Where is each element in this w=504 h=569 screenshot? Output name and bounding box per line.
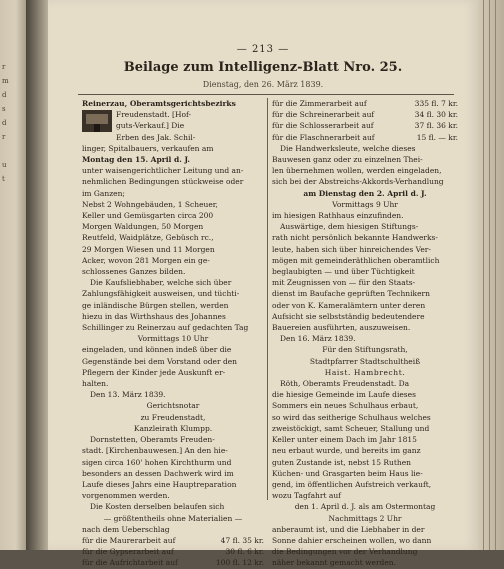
text-line: besonders an dessen Dachwerk wird im <box>82 468 234 478</box>
page-number: — 213 — <box>236 44 290 55</box>
text-line: Für den Stiftungsrath, <box>322 345 408 355</box>
price-row <box>82 535 264 546</box>
text-line: sigen circa 160' hohen Kirchthurm und <box>82 457 232 467</box>
text-line: Sommers ein neues Schulhaus erbaut, <box>272 401 419 411</box>
price-label: für die Aufrichtarbeit auf <box>82 558 178 568</box>
text-line: anberaumt ist, und die Liebhaber in der <box>272 524 425 534</box>
text-line: Vormittags 9 Uhr <box>332 199 398 209</box>
text-line: Gegenstände bei dem Vorstand oder den <box>82 356 238 366</box>
text-line: Die Kaufsliebhaber, welche sich über <box>90 278 232 288</box>
text-line: die Bedingungen vor der Verhandlung <box>272 547 418 557</box>
text-line: am Dienstag den 2. April d. J. <box>303 188 427 198</box>
text-line: Nebst 2 Wohngebäuden, 1 Scheuer, <box>82 199 218 209</box>
price-label: für die Schlosserarbeit auf <box>272 121 374 131</box>
text-line: Kanzleirath Klumpp. <box>133 423 213 433</box>
text-line: 29 Morgen Wiesen und 11 Morgen <box>82 244 215 254</box>
text-line: Laufe dieses Jahrs eine Hauptreparation <box>82 479 237 489</box>
text-line: Keller und Gemüsgarten circa 200 <box>82 211 214 221</box>
text-line: eingeladen, und können indeß über die <box>82 345 232 355</box>
text-line: guts-Verkauf.] Die <box>116 121 185 131</box>
left-margin-glyphs: r m d s d r u t <box>2 63 9 183</box>
price-amount: 30 fl. 6 kr. <box>225 547 264 557</box>
text-line: Keller unter einem Dach im Jahr 1815 <box>272 435 417 445</box>
text-line: Dornstetten, Oberamts Freuden- <box>90 435 215 445</box>
page-leaf-edge <box>495 0 496 550</box>
text-line: Bauwesen ganz oder zu einzelnen Thei- <box>272 155 423 165</box>
price-label: für die Zimmerarbeit auf <box>272 99 367 108</box>
book-gutter <box>26 0 48 550</box>
text-line: oder von K. Kameralämtern unter deren <box>272 300 426 310</box>
text-line: im Ganzen; <box>82 188 125 198</box>
text-line: stadt. [Kirchenbauwesen.] An den hie- <box>82 446 228 456</box>
text-line: Schillinger zu Reinerzau auf gedachten Tag <box>82 323 249 333</box>
price-row <box>82 557 264 568</box>
newspaper-page <box>48 0 478 568</box>
page-stack-edge <box>478 0 504 550</box>
text-line: Reutfeld, Waidplätze, Gebüsch rc., <box>82 233 214 243</box>
text-line: im hiesigen Rathhaus einzufinden. <box>272 211 404 221</box>
text-line: Reinerzau, Oberamtsgerichtsbezirks <box>82 99 236 108</box>
dateline: Dienstag, den 26. März 1839. <box>202 80 324 89</box>
text-line: rath nicht persönlich bekannte Handwerks- <box>272 233 438 243</box>
text-line: guten Zustande ist, nebst 15 Ruthen <box>272 457 411 467</box>
text-line: — größtentheils ohne Materialien — <box>103 513 243 523</box>
text-line: Die Handwerksleute, welche dieses <box>280 143 416 153</box>
price-amount: 37 fl. 36 kr. <box>414 121 458 131</box>
text-line: wozu Tagfahrt auf <box>272 491 341 501</box>
text-line: neu erbaut wurde, und bereits im ganz <box>272 446 421 456</box>
price-label: für die Gypserarbeit auf <box>82 547 174 557</box>
price-amount: 47 fl. 35 kr. <box>220 535 264 545</box>
text-line: Stadtpfarrer Stadtschultheiß <box>309 356 421 366</box>
text-line: Erben des Jak. Schil- <box>116 132 196 142</box>
price-label: für die Schreinerarbeit auf <box>272 110 375 120</box>
text-line: Den 13. März 1839. <box>90 390 166 400</box>
price-row <box>82 546 264 557</box>
supplement-title: Beilage zum Intelligenz-Blatt Nro. 25. <box>123 60 403 75</box>
price-row <box>272 120 458 131</box>
text-line: die hiesige Gemeinde im Laufe dieses <box>272 390 416 400</box>
text-line: Pflegern der Kinder jede Auskunft er- <box>82 367 226 377</box>
text-line: mit Zeugnissen von — für den Staats- <box>272 278 416 288</box>
text-line: sich bei der Abstreichs-Akkords-Verhandlung <box>272 177 444 187</box>
text-line: beglaubigten — und über Tüchtigkeit <box>272 267 415 277</box>
text-line: Nachmittags 2 Uhr <box>328 513 402 523</box>
text-line: unter waisengerichtlicher Leitung und an- <box>82 166 244 176</box>
text-line: Haist. Hambrecht. <box>324 367 406 377</box>
text-line: gend, im öffentlichen Aufstreich verkauft, <box>272 479 432 489</box>
price-amount: 15 fl. — kr. <box>416 132 458 142</box>
price-label: für die Flaschnerarbeit auf <box>272 132 375 142</box>
text-line: Den 16. März 1839. <box>280 334 356 344</box>
text-line: Küchen- und Grasgarten beim Haus lie- <box>272 468 423 478</box>
text-line: Acker, wovon 281 Morgen ein ge- <box>82 255 210 265</box>
text-line: Sonne dahier erscheinen wollen, wo dann <box>272 535 432 545</box>
text-line: vorgenommen werden. <box>82 491 170 501</box>
header-rule <box>78 94 454 95</box>
text-line: zweistöckigt, samt Scheuer, Stallung und <box>272 423 430 433</box>
text-line: ge inländische Bürgen stellen, werden <box>82 300 229 310</box>
text-line: hiezu in das Wirthshaus des Johannes <box>82 311 226 321</box>
page-leaf-edge <box>489 0 490 550</box>
farmhouse-woodcut-image <box>82 110 112 132</box>
text-line: näher bekannt gemacht werden. <box>272 558 397 568</box>
price-amount: 34 fl. 30 kr. <box>414 110 458 120</box>
text-line: zu Freudenstadt, <box>140 412 206 422</box>
text-line: so wird das seitherige Schulhaus welches <box>272 412 431 422</box>
text-line: schlossenes Ganzes bilden. <box>82 267 186 277</box>
text-line: Gerichtsnotar <box>146 401 200 411</box>
text-line: Röth, Oberamts Freudenstadt. Da <box>280 379 410 389</box>
column-divider <box>267 98 268 500</box>
price-label: für die Maurerarbeit auf <box>82 535 176 545</box>
text-line: den 1. April d. J. als am Ostermontag <box>294 502 436 512</box>
text-line: Zahlungsfähigkeit ausweisen, und tüchti- <box>82 289 240 299</box>
text-line: nach dem Ueberschlag <box>82 524 170 534</box>
text-line: dienst im Baufache geprüften Technikern <box>272 289 430 299</box>
text-line: linger, Spitalbauers, verkaufen am <box>82 143 214 153</box>
text-line: Bauereien ausführten, auszuweisen. <box>272 323 411 333</box>
text-line: leute, haben sich über hinreichendes Ver- <box>272 244 431 254</box>
right-column <box>272 98 458 569</box>
text-line: Morgen Waldungen, 50 Morgen <box>82 222 204 232</box>
price-row <box>272 98 458 109</box>
text-line: len übernehmen wollen, werden eingeladen, <box>272 166 442 176</box>
left-facing-page-edge <box>0 0 26 550</box>
price-row <box>272 109 458 120</box>
price-amount: 335 fl. 7 kr. <box>414 99 458 108</box>
price-row <box>272 132 458 143</box>
page-leaf-edge <box>483 0 484 550</box>
text-line: Vormittags 10 Uhr <box>137 334 209 344</box>
left-column <box>82 98 264 569</box>
text-line: Aufsicht sie selbstständig bedeutendere <box>272 311 425 321</box>
text-line: Montag den 15. April d. J. <box>82 155 191 165</box>
price-amount: 100 fl. 12 kr. <box>215 558 264 568</box>
text-line: nehmlichen Bedingungen stückweise oder <box>82 177 244 187</box>
text-line: Die Kosten derselben belaufen sich <box>90 502 225 512</box>
text-line: Auswärtige, dem hiesigen Stiftungs- <box>280 222 419 232</box>
text-line: Freudenstadt. [Hof- <box>116 110 192 120</box>
text-line: halten. <box>82 379 109 389</box>
text-line: mögen mit gemeinderäthlichen oberamtlich <box>272 255 440 265</box>
